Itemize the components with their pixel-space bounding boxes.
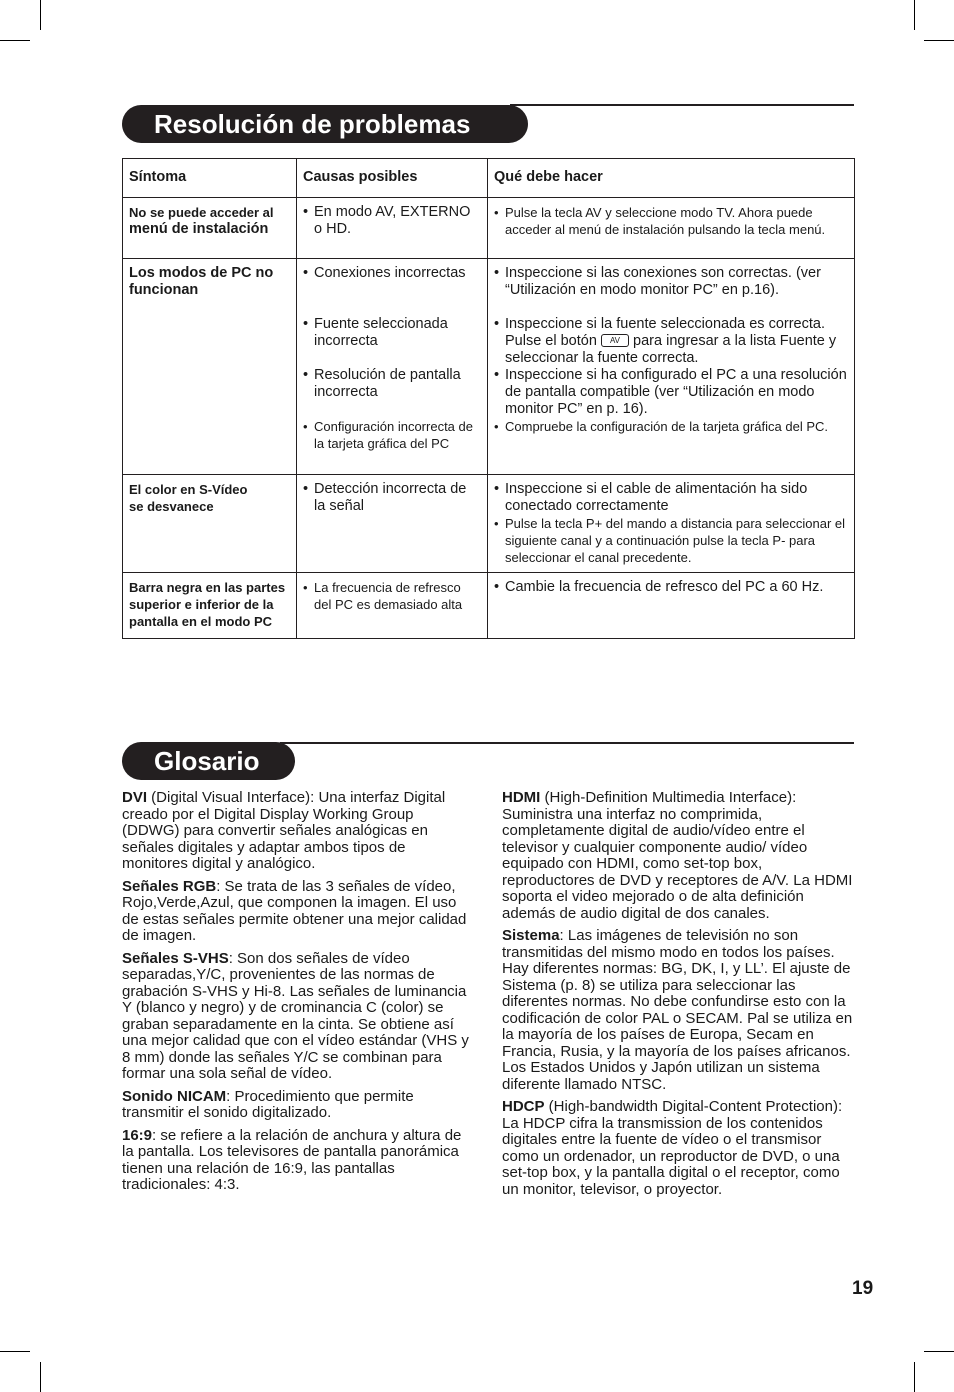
glossary-term: Sonido NICAM [122, 1087, 227, 1105]
crop-mark [0, 40, 30, 41]
glossary-definition: (Digital Visual Interface): Una interfaz Digital creado por el Digital Display Working Group (DDWG) para convertir señales analógicas en señales digitales y adaptar ambos tipos de monitores digital y analógico. [122, 789, 446, 872]
cause-item: • La frecuencia de refresco del PC es demasiado alta [303, 579, 481, 613]
symptom-cell [123, 475, 297, 573]
cause-item: • Detección incorrecta de la señal [303, 481, 481, 515]
glossary-term: Señales S-VHS [122, 949, 229, 967]
glossary-term: Sistema [502, 927, 560, 944]
crop-mark [40, 1362, 41, 1392]
glossary-definition: (High-bandwidth Digital-Content Protection): La HDCP cifra la transmission de los contenidos digitales entre la fuente de vídeo o el transmisor como un ordenador, un reproductor de DVD, o una set-top box, y la pantalla digital o el receptor, como un monitor, televisor, o proyector. [502, 1098, 843, 1198]
glossary-entry [502, 928, 854, 1093]
symptom-text: Los modos de PC no funcionan [129, 265, 274, 298]
action-item: • Pulse la tecla AV y seleccione modo TV. Ahora puede acceder al menú de instalación pulsando la tecla menú. [494, 204, 848, 238]
actions-cell [488, 259, 855, 475]
glossary-definition: (High-Definition Multimedia Interface): Suministra una interfaz no comprimida, completamente digital de audio/vídeo entre el televisor y cualquier componente audio/ vídeo equipado con HDMI, como set-top box, reproductores de DVD y receptores de A/V. La HDMI soporta el video mejorado o de alta definición además de audio digital de dos canales. [502, 789, 853, 922]
actions-cell [488, 198, 855, 259]
action-text: Inspeccione si la fuente seleccionada es correcta. Pulse el botón [505, 316, 825, 349]
actions-cell [488, 475, 855, 573]
action-text: para ingresar a la lista Fuente y seleccionar la fuente correcta. [505, 333, 837, 366]
table-header-row [123, 159, 855, 198]
glossary-term: DVI [122, 789, 148, 806]
table-row [123, 198, 855, 259]
action-item: • Inspeccione si el cable de alimentación ha sido conectado correctamente [494, 481, 848, 515]
glossary-entry [122, 951, 472, 1083]
glossary-entry [502, 790, 854, 922]
av-button-icon: AV [601, 334, 629, 347]
glossary-entry [122, 1128, 472, 1194]
symptom-text: Barra negra en las partes superior e inferior de la pantalla en el modo PC [129, 580, 286, 629]
glossary-column-left [122, 790, 472, 1200]
action-item: • Inspeccione si ha configurado el PC a una resolución de pantalla compatible (ver “Utilización en modo monitor PC” en p. 16). [494, 367, 848, 418]
cause-item: • En modo AV, EXTERNO o HD. [303, 204, 481, 238]
symptom-cell [123, 259, 297, 475]
glossary-term: HDCP [502, 1098, 545, 1115]
crop-mark [914, 1362, 915, 1392]
crop-mark [924, 1351, 954, 1352]
glossary-entry [502, 1099, 854, 1198]
section-rule [280, 742, 854, 744]
glossary-entry [122, 1089, 472, 1122]
causes-cell [297, 259, 488, 475]
symptom-text: El color en S-Vídeo se desvanece [129, 482, 248, 514]
cause-item: • Resolución de pantalla incorrecta [303, 367, 481, 401]
section-title-glossary: Glosario [122, 742, 295, 780]
cause-item: • Fuente seleccionada incorrecta [303, 316, 481, 350]
glossary-definition: : se refiere a la relación de anchura y altura de la pantalla. Los televisores de pantalla panorámica tienen una relación de 16:9, las pantallas tradicionales: 4:3. [122, 1126, 462, 1193]
table-row [123, 259, 855, 475]
action-item: • Compruebe la configuración de la tarjeta gráfica del PC. [494, 418, 848, 435]
column-header: Causas posibles [297, 159, 488, 198]
glossary-definition: : Procedimiento que permite transmitir el sonido digitalizado. [122, 1087, 414, 1121]
action-item: • Inspeccione si las conexiones son correctas. (ver “Utilización en modo monitor PC” en p.16). [494, 265, 848, 299]
crop-mark [40, 0, 41, 30]
cause-item: • Configuración incorrecta de la tarjeta gráfica del PC [303, 418, 481, 452]
section-rule [510, 104, 854, 106]
action-item: • Pulse la tecla P+ del mando a distancia para seleccionar el siguiente canal y a continuación pulse la tecla P- para seleccionar el canal precedente. [494, 515, 848, 566]
symptom-cell [123, 198, 297, 259]
crop-mark [914, 0, 915, 30]
troubleshooting-table [122, 158, 855, 639]
column-header: Qué debe hacer [488, 159, 855, 198]
causes-cell [297, 573, 488, 639]
glossary-entry [122, 879, 472, 945]
symptom-text: menú de instalación [129, 221, 269, 237]
glossary-definition: : Son dos señales de vídeo separadas,Y/C, provenientes de las normas de grabación S-VHS y Hi-8. Las señales de luminancia Y (blanco y negro) y de crominancia C (color) se graban separadamente en la cinta. Se obtiene así una mejor calidad que con el vídeo estándar (VHS y 8 mm) donde las señales Y/C se combinan para formar una sola señal de vídeo. [122, 949, 469, 1082]
symptom-cell [123, 573, 297, 639]
glossary-column-right [502, 790, 854, 1204]
symptom-text: No se puede acceder al [129, 205, 274, 220]
action-item: • Cambie la frecuencia de refresco del PC a 60 Hz. [494, 579, 848, 596]
crop-mark [924, 40, 954, 41]
causes-cell [297, 198, 488, 259]
column-header: Síntoma [123, 159, 297, 198]
glossary-entry [122, 790, 472, 873]
table-row [123, 475, 855, 573]
causes-cell [297, 475, 488, 573]
glossary-term: HDMI [502, 789, 541, 806]
cause-item: • Conexiones incorrectas [303, 265, 481, 282]
action-item [494, 316, 848, 367]
glossary-term: Señales RGB [122, 877, 217, 895]
table-row [123, 573, 855, 639]
glossary-definition: : Las imágenes de televisión no son transmitidas del mismo modo en todos los países. Hay diferentes normas: BG, DK, I, y LL’. El ajuste de Sistema (p. 8) se utiliza para seleccionar las diferentes normas. No debe confundirse esto con la codificación de color PAL o SECAM. Pal se utiliza en la mayoría de los países de Europa, Secam en Francia, Rusia, y la mayoría de los países africanos. Los Estados Unidos y Japón utilizan un sistema diferente llamado NTSC. [502, 927, 853, 1093]
actions-cell [488, 573, 855, 639]
glossary-term: 16:9 [122, 1126, 153, 1144]
page-number: 19 [852, 1278, 874, 1299]
crop-mark [0, 1351, 30, 1352]
glossary-definition: : Se trata de las 3 señales de vídeo, Rojo,Verde,Azul, que componen la imagen. El uso de estas señales permite obtener una mejor calidad de imagen. [122, 877, 467, 944]
section-title-troubleshooting: Resolución de problemas [122, 105, 528, 143]
